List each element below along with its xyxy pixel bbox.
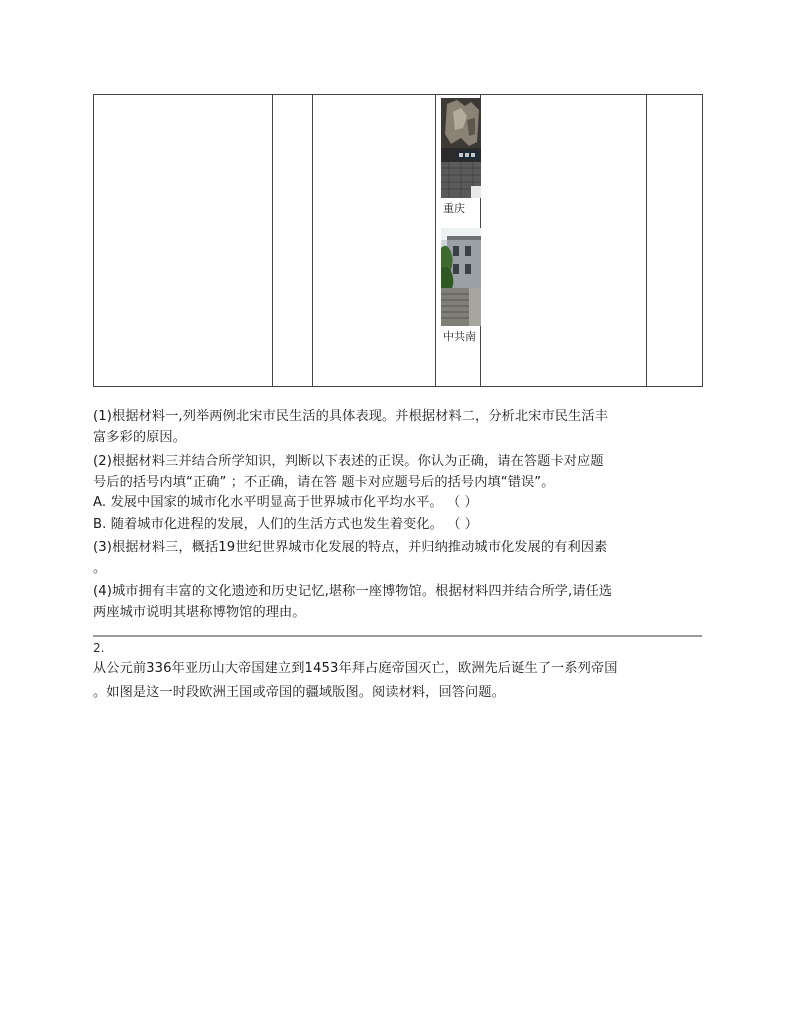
question-4-line-1: (4)城市拥有丰富的文化遗迹和历史记忆,堪称一座博物馆。根据材料四并结合所学,请任选 [93, 584, 613, 599]
question-2-line-1: (2)根据材料三并结合所学知识，判断以下表述的正误。你认为正确，请在答题卡对应题 [93, 454, 604, 469]
question-2-line-2: 号后的括号内填“正确” ；不正确，请在答 题卡对应题号后的括号内填“错误”。 [93, 475, 555, 490]
table-column-divider [272, 95, 273, 386]
building-photo-1 [441, 98, 481, 198]
question-4-line-2: 两座城市说明其堪称博物馆的理由。 [93, 605, 306, 620]
section-divider [93, 635, 702, 637]
question-2-option-b: B. 随着城市化进程的发展，人们的生活方式也发生着变化。 （ ） [93, 517, 479, 532]
table-column-divider [646, 95, 647, 386]
question-2-option-a: A. 发展中国家的城市化水平明显高于世界城市化平均水平。 （ ） [93, 495, 478, 510]
question-2-intro-line-2: 。如图是这一时段欧洲王国或帝国的疆域版图。阅读材料，回答问题。 [93, 685, 505, 700]
question-3-line-2: 。 [93, 561, 107, 576]
photo-caption: 中共南 [443, 330, 476, 343]
table-column-divider [312, 95, 313, 386]
table-column-divider [435, 95, 436, 386]
question-3-line-1: (3)根据材料三，概括19世纪世界城市化发展的特点，并归纳推动城市化发展的有利因素 [93, 540, 608, 555]
photo-caption: 重庆 [443, 202, 465, 215]
question-1-line-1: (1)根据材料一,列举两例北宋市民生活的具体表现。并根据材料二，分析北宋市民生活丰 [93, 409, 608, 424]
question-1-line-2: 富多彩的原因。 [93, 430, 187, 445]
question-2-intro-line-1: 从公元前336年亚历山大帝国建立到1453年拜占庭帝国灭亡，欧洲先后诞生了一系列帝国 [93, 661, 618, 676]
question-number: 2. [93, 641, 105, 655]
photo-cell [437, 95, 481, 386]
material-table [93, 94, 703, 387]
building-photo-2 [441, 228, 481, 326]
